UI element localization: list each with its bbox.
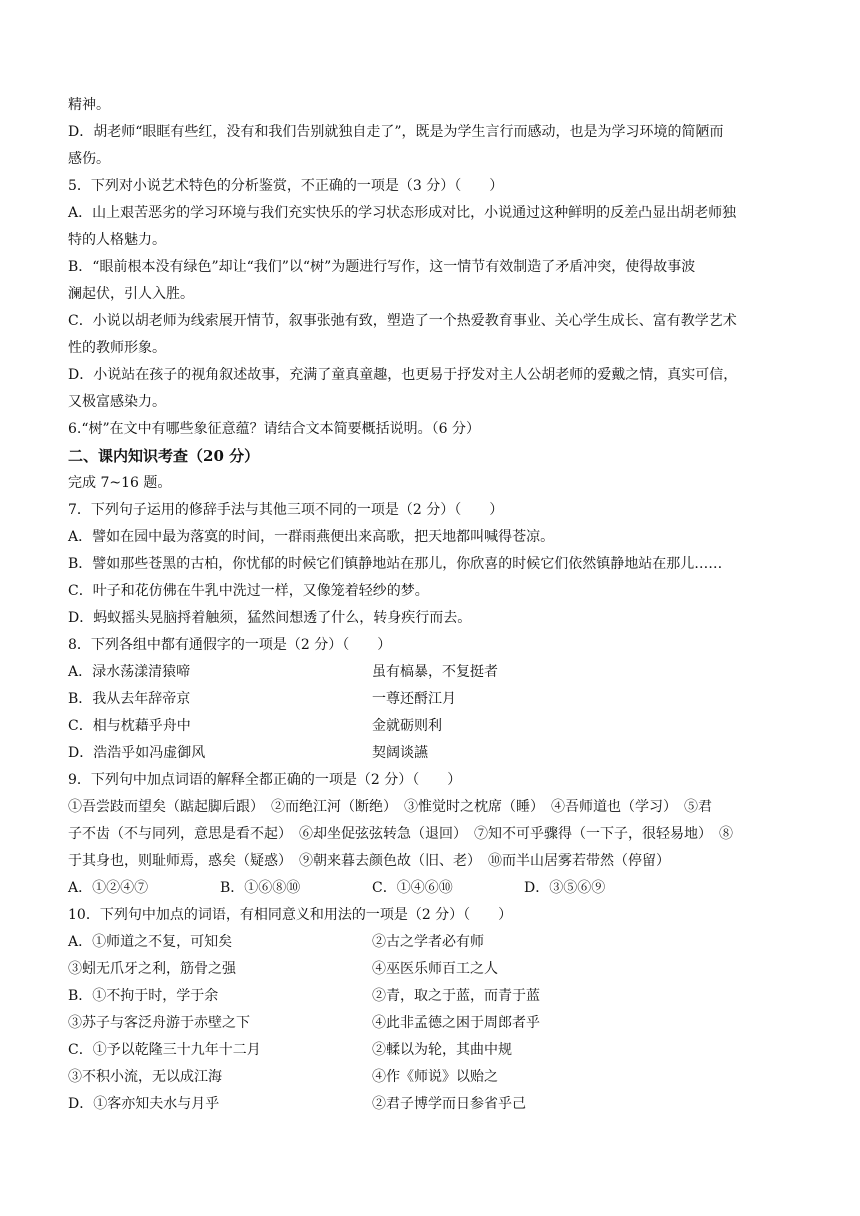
- q10-row: [68, 1010, 796, 1037]
- q10-item-right: ②君子博学而日参省乎己: [372, 1096, 526, 1112]
- q10-item-left: B．①不拘于时，学于余: [68, 988, 219, 1004]
- q10-item-left: A．①师道之不复，可知矣: [68, 934, 233, 950]
- q8-row: [68, 659, 796, 686]
- q9-options: [68, 875, 796, 902]
- q10-item-right: ④此非孟德之困于周郎者乎: [372, 1015, 540, 1031]
- q8-row: [68, 686, 796, 713]
- q10-item-right: ④巫医乐师百工之人: [372, 961, 498, 977]
- q9-items-line-1: ①吾尝跂而望矣（踮起脚后跟） ②而绝江河（断绝） ③惟觉时之枕席（睡） ④吾师道也（学习） ⑤君: [68, 799, 712, 815]
- q10-item-right: ②青，取之于蓝，而青于蓝: [372, 988, 540, 1004]
- q8-option-right: 契阔谈讌: [372, 745, 428, 761]
- q8-option-left: A．渌水荡漾清猿啼: [68, 664, 191, 680]
- q8-option-left: D．浩浩乎如冯虚御风: [68, 745, 206, 761]
- q5-option-a: A．山上艰苦恶劣的学习环境与我们充实快乐的学习状态形成对比，小说通过这种鲜明的反差凸显出胡老师独: [68, 205, 737, 221]
- q10-row: [68, 929, 796, 956]
- section-heading: 二、课内知识考查（20 分）: [68, 447, 260, 465]
- q5-option-b-cont: 澜起伏，引人入胜。: [68, 286, 194, 302]
- q10-item-right: ②輮以为轮，其曲中规: [372, 1042, 512, 1058]
- q10-row: [68, 1091, 796, 1118]
- q8-option-right: 金就砺则利: [372, 718, 442, 734]
- text-line: 精神。: [68, 97, 110, 113]
- q10-row: [68, 1037, 796, 1064]
- q9-option-c: C．①④⑥⑩: [372, 880, 453, 896]
- q8-option-right: 一尊还酹江月: [372, 691, 456, 707]
- question-8: 8．下列各组中都有通假字的一项是（2 分）（ ）: [68, 637, 392, 653]
- question-10: 10．下列句中加点的词语，有相同意义和用法的一项是（2 分）（ ）: [68, 907, 513, 923]
- question-7: 7．下列句子运用的修辞手法与其他三项不同的一项是（2 分）（ ）: [68, 502, 504, 518]
- question-9: 9．下列句中加点词语的解释全都正确的一项是（2 分）（ ）: [68, 772, 462, 788]
- q8-option-left: C．相与枕藉乎舟中: [68, 718, 191, 734]
- section-instruction: 完成 7~16 题。: [68, 475, 172, 491]
- q10-item-left: ③苏子与客泛舟游于赤壁之下: [68, 1015, 250, 1031]
- q7-option-d: D．蚂蚁摇头晃脑捋着触须，猛然间想透了什么，转身疾行而去。: [68, 610, 472, 626]
- q9-items-line-2: 子不齿（不与同列，意思是看不起） ⑥却坐促弦弦转急（退回） ⑦知不可乎骤得（一下子，很轻易地） ⑧: [68, 826, 733, 842]
- question-5: 5．下列对小说艺术特色的分析鉴赏，不正确的一项是（3 分）（ ）: [68, 178, 504, 194]
- q8-option-right: 虽有槁暴，不复挺者: [372, 664, 498, 680]
- option-d-line: D．胡老师“眼眶有些红，没有和我们告别就独自走了”，既是为学生言行而感动，也是为学习环境的简陋而: [68, 124, 724, 140]
- option-d-continuation: 感伤。: [68, 151, 110, 167]
- q9-option-a: A．①②④⑦: [68, 880, 149, 896]
- q10-row: [68, 956, 796, 983]
- q5-option-a-cont: 特的人格魅力。: [68, 232, 166, 248]
- q10-row: [68, 1064, 796, 1091]
- q7-option-c: C．叶子和花仿佛在牛乳中洗过一样，又像笼着轻纱的梦。: [68, 583, 429, 599]
- q10-item-left: ③蚓无爪牙之利，筋骨之强: [68, 961, 236, 977]
- q10-row: [68, 983, 796, 1010]
- q10-item-left: C．①予以乾隆三十九年十二月: [68, 1042, 261, 1058]
- q5-option-c-cont: 性的教师形象。: [68, 340, 166, 356]
- q8-row: [68, 740, 796, 767]
- q7-option-a: A．譬如在园中最为落寞的时间，一群雨燕便出来高歌，把天地都叫喊得苍凉。: [68, 529, 555, 545]
- q8-option-left: B．我从去年辞帝京: [68, 691, 191, 707]
- q5-option-b: B．“眼前根本没有绿色”却让“我们”以“树”为题进行写作，这一情节有效制造了矛盾冲突，使得故事波: [68, 259, 696, 275]
- q10-item-right: ④作《师说》以贻之: [372, 1069, 498, 1085]
- question-6: 6.“树”在文中有哪些象征意蕴？请结合文本简要概括说明。（6 分）: [68, 421, 481, 437]
- q9-option-d: D．③⑤⑥⑨: [524, 880, 606, 896]
- q5-option-c: C．小说以胡老师为线索展开情节，叙事张弛有致，塑造了一个热爱教育事业、关心学生成长、富有教学艺术: [68, 313, 737, 329]
- q8-row: [68, 713, 796, 740]
- q9-option-b: B．①⑥⑧⑩: [220, 880, 301, 896]
- exam-page: [68, 92, 796, 1118]
- q10-item-right: ②古之学者必有师: [372, 934, 484, 950]
- q10-item-left: ③不积小流，无以成江海: [68, 1069, 222, 1085]
- q5-option-d: D．小说站在孩子的视角叙述故事，充满了童真童趣，也更易于抒发对主人公胡老师的爱戴之情，真实可信，: [68, 367, 738, 383]
- q7-option-b: B．譬如那些苍黑的古柏，你忧郁的时候它们镇静地站在那儿，你欣喜的时候它们依然镇静地站在那儿……: [68, 556, 723, 572]
- q10-item-left: D．①客亦知夫水与月乎: [68, 1096, 220, 1112]
- q5-option-d-cont: 又极富感染力。: [68, 394, 166, 410]
- q9-items-line-3: 于其身也，则耻师焉，惑矣（疑惑） ⑨朝来暮去颜色故（旧、老） ⑩而半山居雾若带然（停留）: [68, 853, 670, 869]
